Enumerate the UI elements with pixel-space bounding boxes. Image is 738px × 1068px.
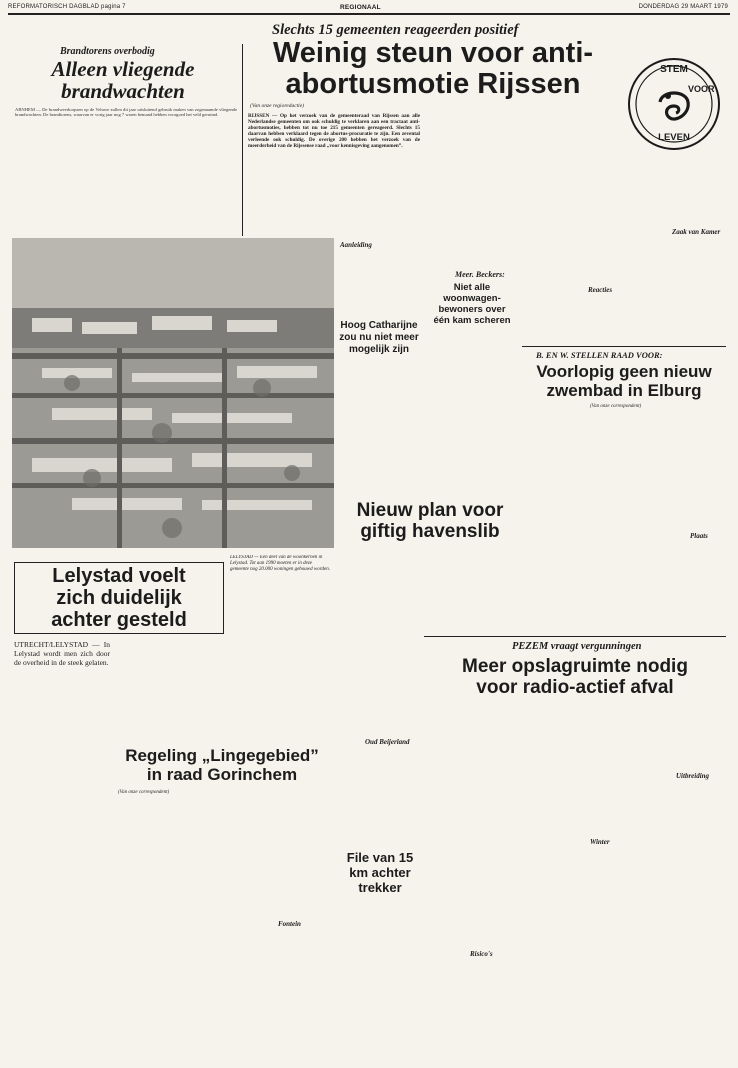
stem-voor-leven-logo <box>628 58 720 150</box>
logo-text-leven: LEVEN <box>658 132 690 143</box>
rijssen-headline-line-1: Weinig steun voor anti- <box>272 37 594 69</box>
file-headline-line-1: File van 15 <box>346 850 414 865</box>
rijssen-body-col-2 <box>336 178 420 236</box>
rijssen-body-col-1 <box>248 178 332 236</box>
hoog-body <box>336 358 420 490</box>
elburg-kicker: B. EN W. STELLEN RAAD VOOR: <box>536 350 663 360</box>
lelystad-photo-caption: LELYSTAD — Een deel van de woonkernen in Lelystad. Tot aan 1990 moeten er in deze gemeente nog 20.000 woningen gebouwd worden. <box>230 555 330 572</box>
file-body-col-3 <box>424 962 520 1024</box>
pezem-body-col-1 <box>522 702 620 834</box>
file-headline <box>338 850 422 895</box>
beckers-headline-line-3: één kam scheren <box>433 315 511 326</box>
rijssen-subhead-aanleiding: Aanleiding <box>340 241 372 249</box>
elburg-body-col-2 <box>626 412 726 530</box>
hoog-headline-line-3: mogelijk zijn <box>348 344 409 355</box>
lelystad-headline-line-1: Lelystad voelt <box>52 565 186 587</box>
gorinchem-body-col-1 <box>114 800 220 1024</box>
rijssen-byline: (Van onze regioredactie) <box>250 103 304 109</box>
lelystad-headline <box>14 562 224 634</box>
file-subhead-risicos: Risico's <box>470 950 493 958</box>
rijssen-lead: RIJSSEN — Op het verzoek van de gemeenteraad van Rijssen aan alle Nederlandse gemeenten om ook schuldig te verklaren aan een tractaat anti-abortusmoties, hebben tot nu toe 215 gemeenten gereageerd. Slechts 15 daarvan hebben verklaard tegen de abortus-procuratie te zijn. Een zevental verleende ook schuldig. De overige 200 hebben het verzoek van de meerderheid van de Rijssense raad „voor kennisgeving aangenomen”. <box>248 113 420 150</box>
havenslib-body-col-3 <box>336 750 420 844</box>
file-body-col-2 <box>424 700 520 946</box>
rijssen-headline <box>248 38 618 100</box>
hoog-headline-line-2: zou nu niet meer <box>339 332 419 343</box>
pezem-subhead-uitbreiding: Uitbreiding <box>676 772 710 780</box>
gorinchem-subhead-fontein: Fontein <box>278 920 301 928</box>
logo-text-stem: STEM <box>660 64 688 75</box>
aerial-photo-image <box>12 238 334 548</box>
lelystad-body-col-2 <box>114 640 222 744</box>
havenslib-headline <box>338 500 522 542</box>
havenslib-body-col-1 <box>336 548 420 734</box>
masthead-section: REGIONAAL <box>340 4 381 11</box>
havenslib-subhead-oud-beijerland: Oud Beijerland <box>365 738 410 746</box>
brandtorens-headline <box>18 58 228 102</box>
article-rightcol-top <box>624 160 724 224</box>
gorinchem-body-col-3 <box>224 932 332 1024</box>
gorinchem-body-col-2 <box>224 800 332 916</box>
elburg-headline <box>522 362 726 400</box>
elburg-byline: (Van onze correspondent) <box>590 404 642 409</box>
havenslib-headline-line-1: Nieuw plan voor <box>356 500 504 521</box>
masthead-left: REFORMATORISCH DAGBLAD pagina 7 <box>8 4 126 10</box>
lelystad-body-col-1 <box>14 824 110 1024</box>
pezem-kicker: PEZEM vraagt vergunningen <box>512 641 642 652</box>
pezem-body-col-3 <box>624 784 726 1024</box>
beckers-headline-line-1: Niet alle woonwagen- <box>443 282 501 304</box>
lelystad-headline-line-2: zich duidelijk <box>56 587 182 609</box>
article-rightcol-body <box>624 240 724 340</box>
brandtorens-body-col-3 <box>161 142 236 234</box>
column-rule <box>242 44 243 236</box>
havenslib-headline-line-2: giftig havenslib <box>360 521 500 542</box>
beckers-headline-line-2: bewoners over <box>438 304 506 315</box>
lelystad-headline-line-3: achter gesteld <box>51 609 187 631</box>
elburg-rule <box>522 346 726 347</box>
file-headline-line-2: km achter <box>349 865 411 880</box>
reacties-subhead: Reacties <box>588 286 613 294</box>
elburg-headline-line-1: Voorlopig geen nieuw <box>536 362 712 381</box>
lelystad-body-col-3 <box>228 640 332 744</box>
rijssen-body-col-5 <box>522 155 620 281</box>
pezem-subhead-winter: Winter <box>590 838 610 846</box>
brandtorens-body-col-2 <box>88 142 158 234</box>
elburg-subhead-plaats: Plaats <box>690 532 708 540</box>
elburg-headline-line-2: zwembad in Elburg <box>546 381 702 400</box>
logo-text-voor: VOOR <box>688 84 715 94</box>
hoog-headline-line-1: Hoog Catharijne <box>340 320 418 331</box>
file-body-col-1 <box>336 898 420 1024</box>
havenslib-body-col-2 <box>424 548 520 636</box>
beckers-kicker: Meer. Beckers: <box>455 270 505 279</box>
pezem-headline-line-1: Meer opslagruimte nodig <box>462 656 688 677</box>
hoog-headline <box>338 320 420 356</box>
pezem-headline-line-2: voor radio-actief afval <box>476 677 674 698</box>
lelystad-lead: UTRECHT/LELYSTAD — In Lelystad wordt men zich door de overheid in de steek gelaten. <box>14 640 110 667</box>
pezem-body-col-2 <box>624 702 726 768</box>
brandtorens-lead: ARNHEM — De brandweerkorpsen op de Veluwe zullen dit jaar uitsluitend gebruik maken van zogenaamde vliegende brandwachten. De brandtorens, waarvan er vorig jaar nog 7 waren bemand hebben voorgoed het veld geruimd. <box>15 107 237 118</box>
brandtorens-kicker: Brandtorens overbodig <box>60 46 155 57</box>
rijssen-kicker: Slechts 15 gemeenten reageerden positief <box>272 22 519 38</box>
elburg-body-col-3 <box>626 543 726 633</box>
gorinchem-headline-line-2: in raad Gorinchem <box>146 765 298 784</box>
beckers-body <box>424 318 520 490</box>
rijssen-headline-line-2: abortusmotie Rijssen <box>285 68 581 100</box>
elburg-body-col-1 <box>522 412 622 632</box>
brandtorens-body-col-1 <box>15 142 85 234</box>
gorinchem-byline: (Van onze correspondent) <box>118 790 170 795</box>
reacties-body <box>522 296 620 344</box>
pezem-body-col-4 <box>522 850 620 1024</box>
rijssen-body-col-3 <box>336 252 420 316</box>
brandtorens-headline-line-2: brandwachten <box>61 79 185 103</box>
zaak-van-kamer-subhead: Zaak van Kamer <box>672 228 721 236</box>
gorinchem-headline <box>112 746 332 784</box>
aerial-photo-lelystad <box>12 238 334 548</box>
brandtorens-headline-line-1: Alleen vliegende <box>51 57 195 81</box>
masthead-date: DONDERDAG 29 MAART 1979 <box>638 4 728 10</box>
file-headline-line-3: trekker <box>358 880 402 895</box>
masthead-rule <box>8 13 730 15</box>
rijssen-body-col-4 <box>424 155 518 235</box>
gorinchem-headline-line-1: Regeling „Lingegebied” <box>125 746 319 765</box>
pezem-rule <box>424 636 726 637</box>
pezem-headline <box>424 656 726 698</box>
